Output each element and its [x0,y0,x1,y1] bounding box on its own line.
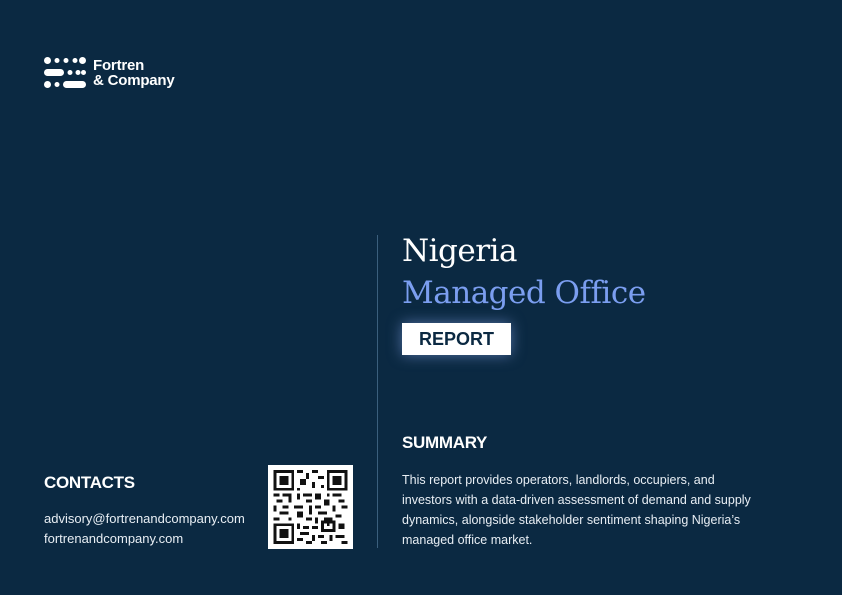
contacts-heading: CONTACTS [44,473,135,492]
dots-logo-icon [44,57,86,88]
report-badge: REPORT [402,323,511,355]
qr-code[interactable] [268,465,353,549]
qr-code-icon [273,470,348,544]
summary-text: This report provides operators, landlords, occupiers, and investors with a data-driven assessment of demand and supply dynamics, alongside stakeholder sentiment shaping Nigeria’s managed office market. [402,473,751,547]
title-subject: Managed Office [402,275,646,311]
brand-line-2: & Company [93,71,175,89]
brand-line-1: Fortren [93,56,145,74]
contact-website-link[interactable]: fortrenandcompany.com [44,531,184,546]
contact-email-link[interactable]: advisory@fortrenandcompany.com [44,511,245,526]
brand-name [93,58,175,88]
summary-heading: SUMMARY [402,433,488,452]
vertical-divider [377,235,378,548]
brand-logo [44,57,175,88]
title-country: Nigeria [402,233,517,269]
